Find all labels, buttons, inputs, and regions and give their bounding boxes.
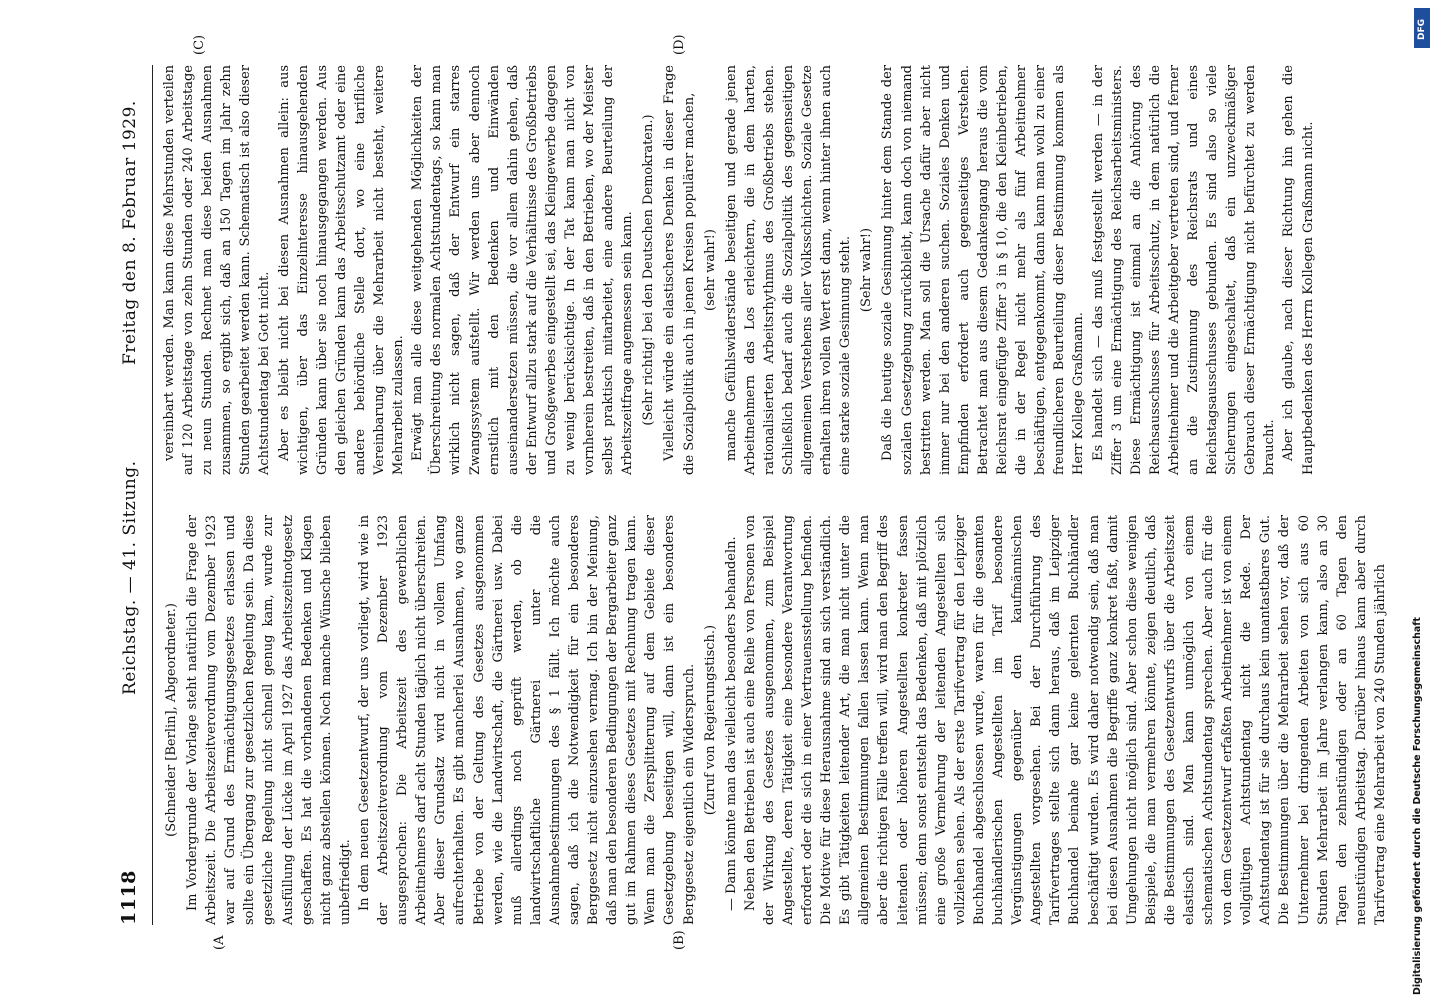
paragraph: manche Gefühlswiderstände beseitigen und gerade jenen Arbeitnehmern das Los erleichtern, die in dem harten, rationalisierten Arbeitsrhythmus des Großbetriebs stehen. Schließlich bedarf auch die Sozialpolitik des gegenseitigen allgemeinen Verstehens aller Volksschichten. Soziale Gesetze erhalten ihren vollen Wert erst dann, wenn hinter ihnen auch eine starke soziale Gesinnung steht.	[723, 65, 854, 475]
paragraph: (Zuruf von Regierungstisch.)	[702, 624, 718, 816]
paragraph: Erwägt man alle diese weitgehenden Möglichkeiten der Überschreitung des normalen Achtstundentags, so kann man wirklich nicht sagen, daß der Entwurf ein starres Zwangssystem aufstellt. Wir werden uns aber dennoch ernstlich mit den Bedenken und Einwänden auseinandersetzen müssen, die vor allem dahin gehen, daß der Entwurf allzu stark auf die Verhältnisse des Großbetriebs und Großgewerbes eingestellt sei, das Kleingewerbe dagegen zu wenig berücksichtige. In der Tat kann man nicht von vornherein bestreiten, daß in den Betrieben, wo der Meister selbst praktisch mitarbeitet, eine andere Beurteilung der Arbeitszeitfrage angemessen sein kann.	[410, 65, 636, 475]
document-page	[72, 20, 1388, 980]
text-column-left	[160, 515, 1388, 925]
page-number: 1118	[118, 870, 140, 925]
page-header	[112, 65, 152, 925]
paragraph: Im Vordergrunde der Vorlage steht natürlich die Frage der Arbeitszeit. Die Arbeitszeitverordnung vom Dezember 1923 war auf Grund des Ermächtigungsgesetzes erlassen und sollte ein Übergang zur gesetzlichen Regelung sein. Da diese gesetzliche Regelung nicht schnell genug kam, wurde zur Ausfüllung der Lücke im April 1927 das Arbeitszeitnotgesetz geschaffen. Es hat die vorhandenen Bedenken und Klagen nicht ganz abstellen können. Noch manche Wünsche blieben unbefriedigt.	[185, 515, 353, 925]
paragraph: Daß die heutige soziale Gesinnung hinter dem Stande der sozialen Gesetzgebung zurückbleibt, kann doch von niemand bestritten werden. Man soll die Ursache dafür aber nicht immer nur bei den anderen suchen. Soziales Denken und Empfinden erfordert auch gegenseitiges Verstehen. Betrachtet man aus diesem Gedankengang heraus die vom Reichsrat eingefügte Ziffer 3 in § 10, die den Kleinbetrieben, die in der Regel nicht mehr als fünf Arbeitnehmer beschäftigen, entgegenkommt, dann kann man wohl zu einer freundlicheren Beurteilung dieser Bestimmung kommen als Herr Kollege Graßmann.	[880, 65, 1087, 475]
margin-mark-d: (D)	[672, 34, 687, 55]
paragraph: — Dann könnte man das vielleicht besonders behandeln.	[723, 536, 739, 911]
paragraph: Aber es bleibt nicht bei diesen Ausnahmen allein: aus wichtigen, über das Einzelinteresse hinausgehenden Gründen kann über sie noch hinausgegangen werden. Aus den gleichen Gründen kann das Arbeitsschutzamt oder eine andere behördliche Stelle dort, wo eine tarifliche Vereinbarung über die Mehrarbeit nicht besteht, weitere Mehrarbeit zulassen.	[276, 65, 407, 475]
margin-mark-c: (C)	[192, 34, 207, 55]
session-date: Freitag den 8. Februar 1929.	[120, 100, 140, 365]
header-rule	[152, 65, 153, 925]
paragraph: (Schneider [Berlin], Abgeordneter.)	[164, 603, 179, 837]
paragraph: In dem neuen Gesetzentwurf, der uns vorliegt, wird wie in der Arbeitszeitverordnung vom Dezember 1923 ausgesprochen: Die Arbeitszeit des gewerblichen Arbeitnehmers darf acht Stunden täglich nicht überschreiten. Aber dieser Grundsatz wird nicht in vollem Umfang aufrechterhalten. Es gibt mancherlei Ausnahmen, wo ganze Betriebe von der Geltung des Gesetzes ausgenommen werden, wie die Landwirtschaft, die Gärtnerei usw. Dabei muß allerdings noch geprüft werden, ob die landwirtschaftliche Gärtnerei unter die Ausnahmebestimmungen des § 1 fällt. Ich möchte auch sagen, daß ich die Notwendigkeit für ein besonderes Berggesetz nicht einzusehen vermag. Ich bin der Meinung, daß man den besonderen Bedingungen der Bergarbeiter ganz gut im Rahmen dieses Gesetzes mit Rechnung tragen kann. Wenn man die Zersplitterung auf dem Gebiete dieser Gesetzgebung beseitigen will, dann ist ein besonderes Berggesetz eigentlich ein Widerspruch.	[356, 515, 697, 925]
text-column-right	[160, 65, 1330, 475]
dfg-logo: DFG	[1414, 8, 1430, 48]
paragraph: Neben den Betrieben ist auch eine Reihe von Personen von der Wirkung des Gesetzes ausgenommen, zum Beispiel Angestellte, deren Tätigkeit eine besondere Verantwortung erfordert oder die sich in einer Vertrauensstellung befinden. Die Motive für diese Herausnahme sind an sich verständlich. Es gibt Tätigkeiten leitender Art, die man nicht unter die allgemeinen Bestimmungen fallen lassen kann. Wenn man aber die richtigen Fälle treffen will, wird man den Begriff des leitenden oder höheren Angestellten konkreter fassen müssen; denn sonst entsteht das Bedenken, daß mit plötzlich eine große Vermehrung der leitenden Angestellten sich vollziehen sehen. Als der erste Tarifvertrag für den Leipziger Buchhandel abgeschlossen wurde, waren für die gesamten buchhändlerischen Angestellten im Tarif besondere Vergünstigungen gegenüber den kaufmännischen Angestellten vorgesehen. Bei der Durchführung des Tarifvertrages stellte sich dann heraus, daß im Leipziger Buchhandel beinahe gar keine gelernten Buchhändler beschäftigt wurden. Es wird daher notwendig sein, daß man bei diesen Ausnahmen die Begriffe ganz konkret faßt, damit Umgehungen nicht möglich sind. Aber schon diese wenigen Beispiele, die man vermehren könnte, zeigen deutlich, daß die Bestimmungen des Gesetzentwurfs über die Arbeitszeit elastisch sind. Man kann unmöglich von einem schematischen Achtstundentag sprechen. Aber auch für die von dem Gesetzentwurf erfaßten Arbeitnehmer ist von einem vollgültigen Achtstundentag nicht die Rede. Der Achtstundentag ist für sie durchaus kein unantastbares Gut. Die Bestimmungen über die Mehrarbeit sehen vor, daß der Unternehmer bei dringenden Arbeiten von sich aus 60 Stunden Mehrarbeit im Jahre verlangen kann, also an 30 Tagen den zehnstündigen oder an 60 Tagen den neunstündigen Arbeitstag. Darüber hinaus kann aber durch Tarifvertrag eine Mehrarbeit von 240 Stunden jährlich	[742, 515, 1388, 925]
session-title: Reichstag. — 41. Sitzung.	[120, 460, 140, 695]
margin-mark-a: (A	[212, 935, 227, 950]
dfg-watermark-text: Digitalisierung gefördert durch die Deutsche Forschungsgemeinschaft	[1412, 617, 1423, 995]
paragraph: Aber ich glaube, nach dieser Richtung hin gehen die Hauptbedenken des Herrn Kollegen Graßmann nicht.	[1281, 65, 1316, 475]
paragraph: vereinbart werden. Man kann diese Mehrstunden verteilen auf 120 Arbeitstage von zehn Stunden oder 240 Arbeitstage zu neun Stunden. Rechnet man diese beiden Ausnahmen zusammen, so ergibt sich, daß an 150 Tagen im Jahr zehn Stunden gearbeitet werden kann. Schematisch ist also dieser Achtstundentag bei Gott nicht.	[162, 65, 273, 475]
paragraph: (sehr wahr!)	[702, 229, 718, 311]
paragraph: (Sehr richtig! bei den Deutschen Demokraten.)	[641, 114, 657, 426]
paragraph: (Sehr wahr!)	[859, 227, 875, 313]
paragraph: Vielleicht würde ein elastischeres Denken in dieser Frage die Sozialpolitik auch in jenen Kreisen populärer machen,	[662, 65, 697, 475]
paragraph: Es handelt sich — das muß festgestellt werden — in der Ziffer 3 um eine Ermächtigung des Reichsarbeitsministers. Diese Ermächtigung ist einmal an die Anhörung des Reichsausschusses für Arbeitsschutz, in dem natürlich die Arbeitnehmer und die Arbeitgeber vertreten sind, und ferner an die Zustimmung des Reichsrats und eines Reichstagsausschusses gebunden. Es sind also so viele Sicherungen eingeschaltet, daß ein unzweckmäßiger Gebrauch dieser Ermächtigung nicht befürchtet zu werden braucht.	[1090, 65, 1278, 475]
margin-mark-b: (B)	[672, 930, 687, 950]
